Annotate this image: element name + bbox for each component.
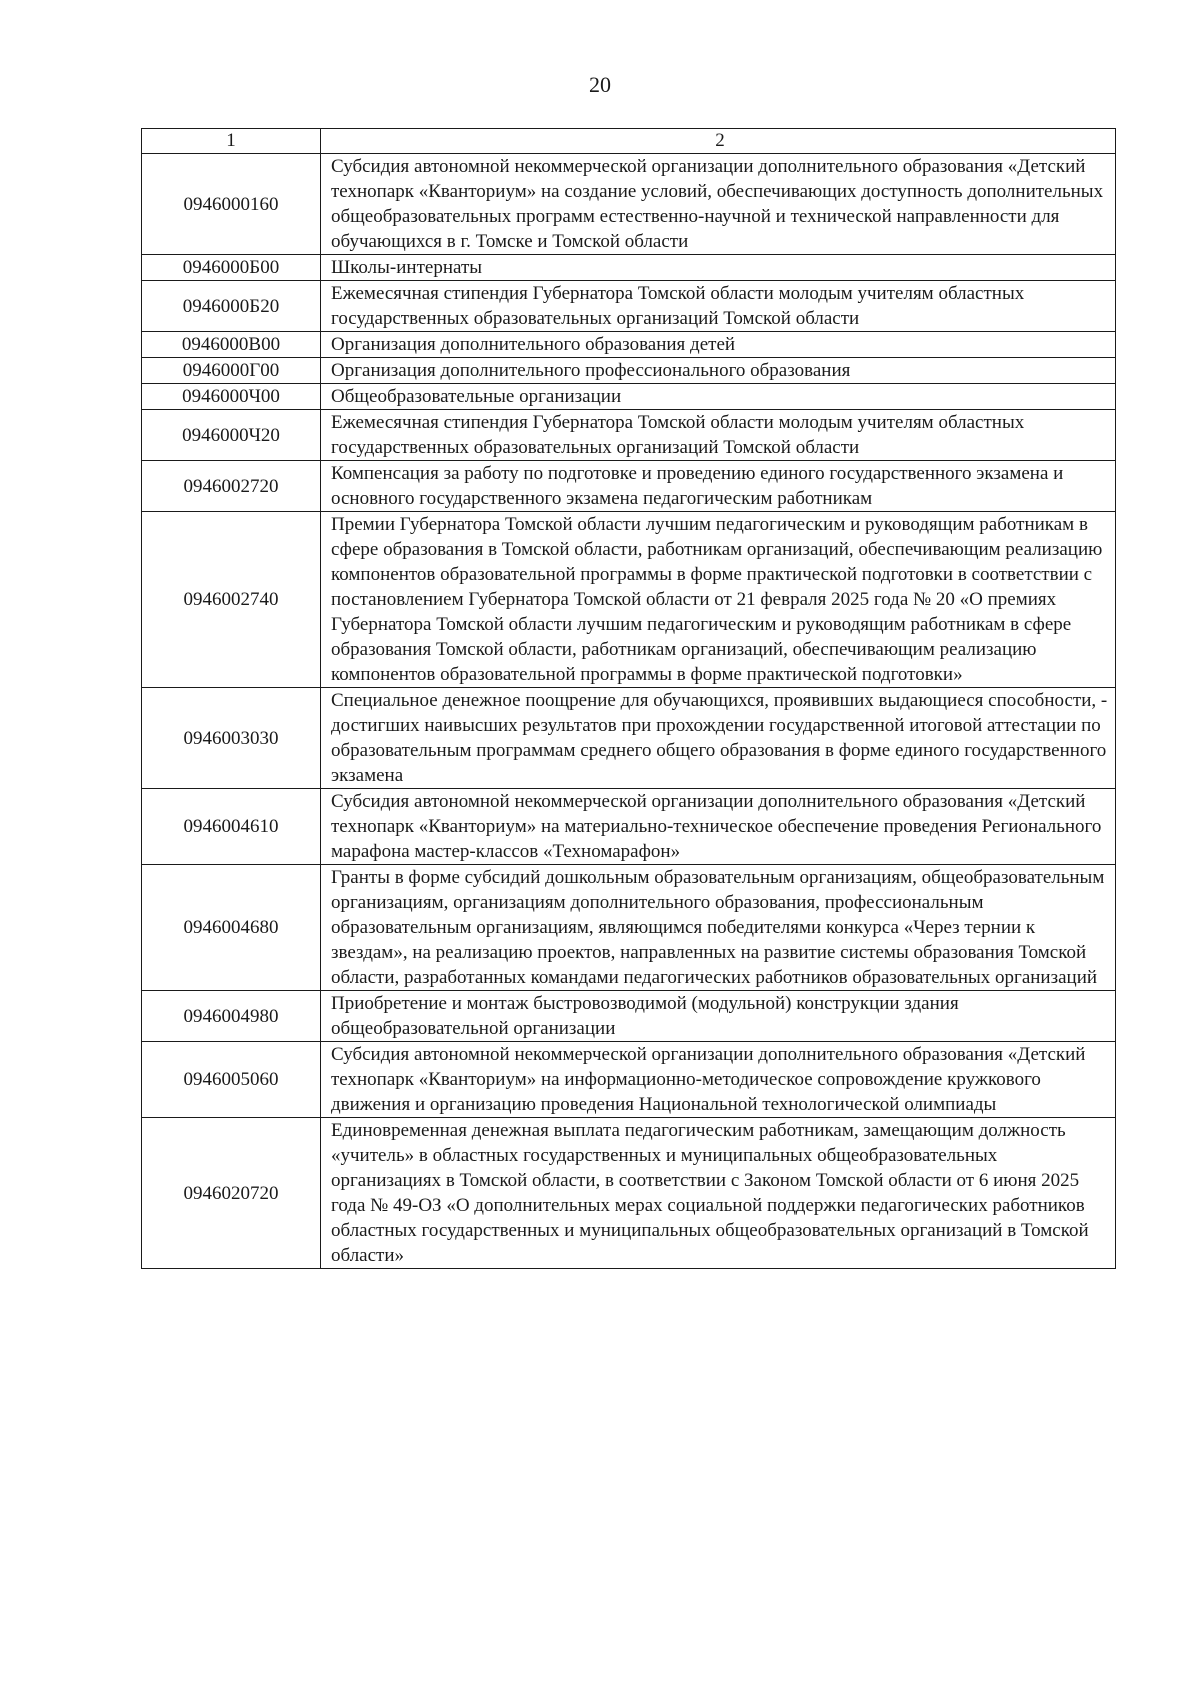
row-description: Субсидия автономной некоммерческой организации дополнительного образования «Детский технопарк «Кванториум» на информационно-методическое сопровождение кружкового движения и организацию проведения Национальной технологической олимпиады — [321, 1042, 1116, 1118]
table-row — [142, 255, 1116, 281]
table-row — [142, 358, 1116, 384]
table-row — [142, 281, 1116, 332]
row-code: 0946000Б20 — [142, 281, 321, 332]
table-row — [142, 512, 1116, 688]
table-row — [142, 688, 1116, 789]
table-row — [142, 461, 1116, 512]
table-row — [142, 991, 1116, 1042]
row-code: 0946004980 — [142, 991, 321, 1042]
row-description: Единовременная денежная выплата педагогическим работникам, замещающим должность «учитель» в областных государственных и муниципальных общеобразовательных организациях в Томской области, в соответствии с Законом Томской области от 6 июня 2025 года № 49-ОЗ «О дополнительных мерах социальной поддержки педагогических работников областных государственных и муниципальных общеобразовательных организаций в Томской области» — [321, 1118, 1116, 1269]
row-code: 0946000Б00 — [142, 255, 321, 281]
row-description: Гранты в форме субсидий дошкольным образовательным организациям, общеобразовательным организациям, организациям дополнительного образования, профессиональным образовательным организациям, являющимся победителями конкурса «Через тернии к звездам», на реализацию проектов, направленных на развитие системы образования Томской области, разработанных командами педагогических работников образовательных организаций — [321, 865, 1116, 991]
table-body — [142, 129, 1116, 1269]
row-description: Приобретение и монтаж быстровозводимой (модульной) конструкции здания общеобразовательной организации — [321, 991, 1116, 1042]
row-code: 0946000Ч20 — [142, 410, 321, 461]
table-row — [142, 410, 1116, 461]
header-column-2: 2 — [321, 129, 1116, 154]
table-header-row — [142, 129, 1116, 154]
table-row — [142, 865, 1116, 991]
budget-classification-table — [141, 128, 1116, 1269]
row-code: 0946002720 — [142, 461, 321, 512]
row-description: Компенсация за работу по подготовке и проведению единого государственного экзамена и основного государственного экзамена педагогическим работникам — [321, 461, 1116, 512]
table-row — [142, 1118, 1116, 1269]
row-code: 0946020720 — [142, 1118, 321, 1269]
row-description: Общеобразовательные организации — [321, 384, 1116, 410]
row-description: Специальное денежное поощрение для обучающихся, проявивших выдающиеся способности, - достигших наивысших результатов при прохождении государственной итоговой аттестации по образовательным программам среднего общего образования в форме единого государственного экзамена — [321, 688, 1116, 789]
row-code: 0946000Ч00 — [142, 384, 321, 410]
row-description: Ежемесячная стипендия Губернатора Томской области молодым учителям областных государственных образовательных организаций Томской области — [321, 281, 1116, 332]
table-row — [142, 332, 1116, 358]
row-description: Организация дополнительного образования детей — [321, 332, 1116, 358]
table-row — [142, 1042, 1116, 1118]
header-column-1: 1 — [142, 129, 321, 154]
row-code: 0946004610 — [142, 789, 321, 865]
row-code: 0946005060 — [142, 1042, 321, 1118]
table-row — [142, 154, 1116, 255]
row-code: 0946004680 — [142, 865, 321, 991]
row-description: Школы-интернаты — [321, 255, 1116, 281]
row-code: 0946000В00 — [142, 332, 321, 358]
page-number: 20 — [589, 72, 611, 97]
row-code: 0946003030 — [142, 688, 321, 789]
row-description: Ежемесячная стипендия Губернатора Томской области молодым учителям областных государственных образовательных организаций Томской области — [321, 410, 1116, 461]
row-code: 0946000160 — [142, 154, 321, 255]
row-description: Организация дополнительного профессионального образования — [321, 358, 1116, 384]
table-row — [142, 789, 1116, 865]
table-row — [142, 384, 1116, 410]
row-description: Субсидия автономной некоммерческой организации дополнительного образования «Детский технопарк «Кванториум» на создание условий, обеспечивающих доступность дополнительных общеобразовательных программ естественно-научной и технической направленности для обучающихся в г. Томске и Томской области — [321, 154, 1116, 255]
row-description: Субсидия автономной некоммерческой организации дополнительного образования «Детский технопарк «Кванториум» на материально-техническое обеспечение проведения Регионального марафона мастер-классов «Техномарафон» — [321, 789, 1116, 865]
row-description: Премии Губернатора Томской области лучшим педагогическим и руководящим работникам в сфере образования в Томской области, работникам организаций, обеспечивающим реализацию компонентов образовательной программы в форме практической подготовки в соответствии с постановлением Губернатора Томской области от 21 февраля 2025 года № 20 «О премиях Губернатора Томской области лучшим педагогическим и руководящим работникам в сфере образования Томской области, работникам организаций, обеспечивающим реализацию компонентов образовательной программы в форме практической подготовки» — [321, 512, 1116, 688]
row-code: 0946000Г00 — [142, 358, 321, 384]
row-code: 0946002740 — [142, 512, 321, 688]
